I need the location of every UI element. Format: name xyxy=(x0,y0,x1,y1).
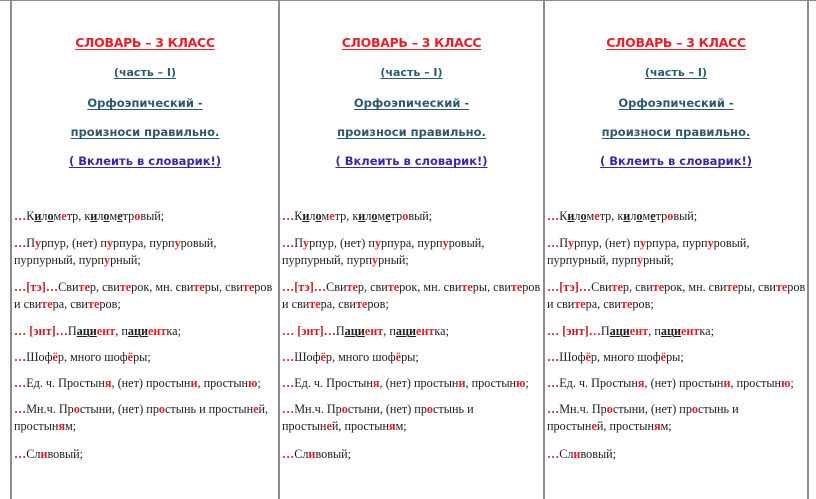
word-entry-kilometr: …Километр, километровый; xyxy=(547,209,698,223)
card-subtitle: произноси правильно. xyxy=(70,125,220,139)
card-title: СЛОВАРЬ – 3 КЛАСС xyxy=(606,35,746,50)
column-divider xyxy=(807,0,809,499)
card-subtitle: произноси правильно. xyxy=(337,125,486,139)
vocabulary-card-2 xyxy=(280,0,543,499)
card-kind: Орфоэпический - xyxy=(618,96,734,110)
card-part: (часть – I) xyxy=(380,66,443,79)
word-entry-purpur: …Пурпур, (нет) пурпура, пурпуровый, пурпурный, пурпурный; xyxy=(282,236,485,267)
word-entry-prostynya-singular: …Ед. ч. Простыня, (нет) простыни, простыню; xyxy=(547,376,794,390)
vocabulary-card-1 xyxy=(12,0,278,499)
word-entry-kilometr: …Километр, километровый; xyxy=(282,209,433,223)
word-entry-prostyni-plural: …Мн.ч. Простыни, (нет) простынь и простыней, простыням; xyxy=(14,402,269,433)
word-entry-sviter: …[тэ]…Свитер, свитерок, мн. свитеры, свитеров и свитера, свитеров; xyxy=(14,280,273,311)
word-entry-patsient: … [энт]…Пациент, пациентка; xyxy=(282,324,449,338)
word-entry-shofer: …Шофёр, много шофёры; xyxy=(547,350,684,364)
word-entry-prostyni-plural: …Мн.ч. Простыни, (нет) простынь и простыней, простыням; xyxy=(282,402,474,433)
word-entry-prostyni-plural: …Мн.ч. Простыни, (нет) простынь и простыней, простыням; xyxy=(547,402,739,433)
word-entry-purpur: …Пурпур, (нет) пурпура, пурпуровый, пурпурный, пурпурный; xyxy=(14,236,217,267)
word-entry-sviter: …[тэ]…Свитер, свитерок, мн. свитеры, свитеров и свитера, свитеров; xyxy=(282,280,541,311)
card-instruction: ( Вклеить в словарик!) xyxy=(68,154,222,168)
word-entry-slivovyi: …Сливовый; xyxy=(547,447,617,461)
card-title: СЛОВАРЬ – 3 КЛАСС xyxy=(341,35,482,50)
card-kind: Орфоэпический - xyxy=(353,96,470,110)
word-entry-patsient: … [энт]…Пациент, пациентка; xyxy=(547,324,714,338)
card-instruction: ( Вклеить в словарик!) xyxy=(335,154,488,168)
word-entry-slivovyi: …Сливовый; xyxy=(14,447,84,461)
word-entry-kilometr: …Километр, километровый; xyxy=(14,209,165,223)
word-entry-purpur: …Пурпур, (нет) пурпура, пурпуровый, пурпурный, пурпурный; xyxy=(547,236,750,267)
card-kind: Орфоэпический - xyxy=(87,96,203,110)
word-entry-shofer: …Шофёр, много шофёры; xyxy=(282,350,419,364)
vocabulary-card-3 xyxy=(545,0,807,499)
word-entry-slivovyi: …Сливовый; xyxy=(282,447,352,461)
card-instruction: ( Вклеить в словарик!) xyxy=(599,154,753,168)
card-part: (часть – I) xyxy=(113,66,177,79)
card-part: (часть – I) xyxy=(644,66,708,79)
word-entry-prostynya-singular: …Ед. ч. Простыня, (нет) простыни, простыню; xyxy=(14,376,261,390)
word-entry-prostynya-singular: …Ед. ч. Простыня, (нет) простыни, простыню; xyxy=(282,376,529,390)
word-entry-patsient: … [энт]…Пациент, пациентка; xyxy=(14,324,181,338)
word-entry-shofer: …Шофёр, много шофёры; xyxy=(14,350,151,364)
word-entry-sviter: …[тэ]…Свитер, свитерок, мн. свитеры, свитеров и свитера, свитеров; xyxy=(547,280,806,311)
card-subtitle: произноси правильно. xyxy=(601,125,751,139)
card-title: СЛОВАРЬ – 3 КЛАСС xyxy=(75,35,215,50)
